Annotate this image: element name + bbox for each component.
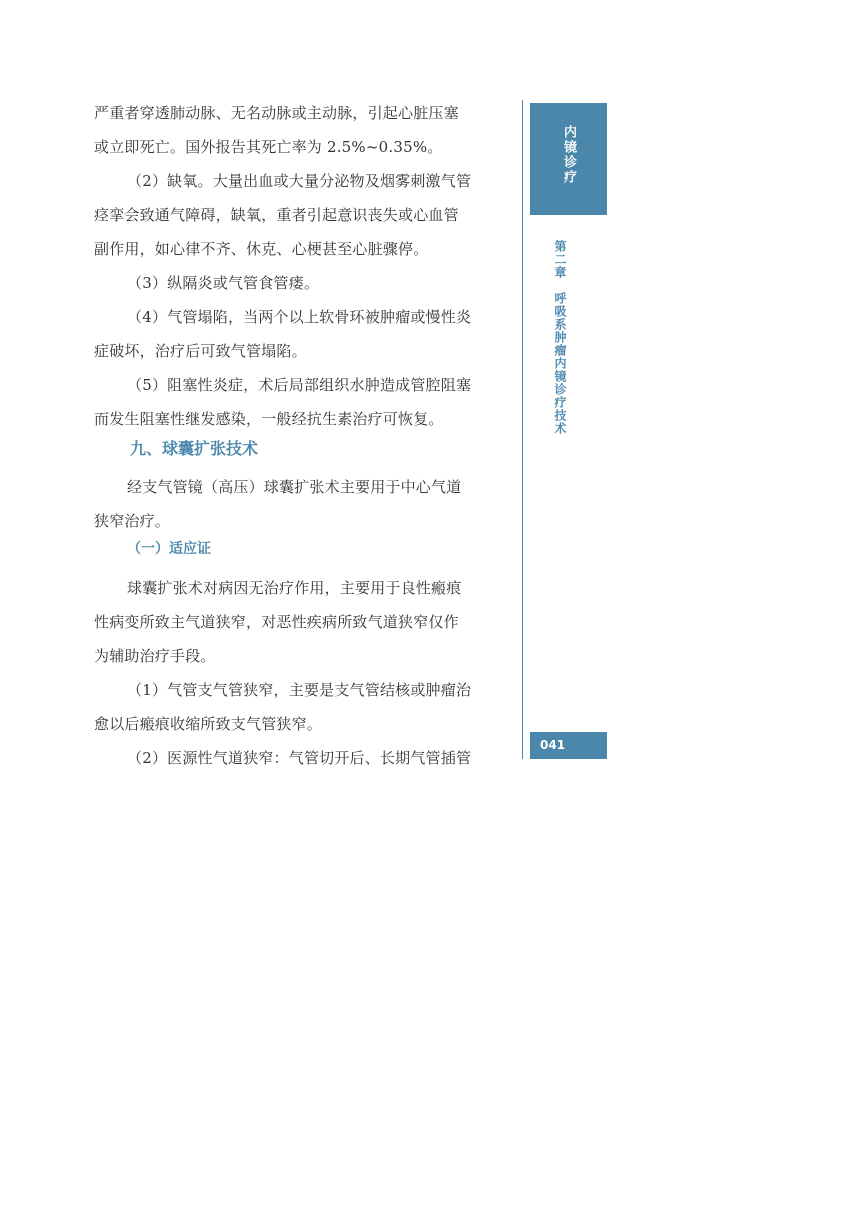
indication-line: 愈以后瘢痕收缩所致支气管狭窄。 [94, 715, 323, 733]
intro-line: 经支气管镜（高压）球囊扩张术主要用于中心气道 [127, 478, 462, 496]
sub-heading: （一）适应证 [127, 541, 211, 557]
section-heading: 九、球囊扩张技术 [130, 439, 259, 458]
chapter-label: 第二章 呼吸系肿瘤内镜诊疗技术 [553, 240, 567, 435]
body-line: （4）气管塌陷，当两个以上软骨环被肿瘤或慢性炎 [127, 308, 472, 326]
body-line: （2）缺氧。大量出血或大量分泌物及烟雾刺激气管 [127, 172, 472, 190]
margin-divider [522, 100, 523, 759]
body-line: 痉挛会致通气障碍，缺氧，重者引起意识丧失或心血管 [94, 206, 459, 224]
body-line: 严重者穿透肺动脉、无名动脉或主动脉，引起心脏压塞 [94, 104, 459, 122]
body-line: （3）纵隔炎或气管食管瘘。 [127, 274, 320, 292]
indication-line: （1）气管支气管狭窄，主要是支气管结核或肿瘤治 [127, 681, 472, 699]
section-tab-label: 内镜诊疗 [561, 125, 576, 185]
indication-line: 球囊扩张术对病因无治疗作用，主要用于良性瘢痕 [127, 579, 462, 597]
indication-line: 为辅助治疗手段。 [94, 647, 216, 665]
intro-line: 狭窄治疗。 [94, 512, 171, 530]
body-line: 而发生阻塞性继发感染，一般经抗生素治疗可恢复。 [94, 410, 444, 428]
body-line: 或立即死亡。国外报告其死亡率为 2.5%~0.35%。 [94, 138, 443, 156]
body-line: 副作用，如心律不齐、休克、心梗甚至心脏骤停。 [94, 240, 429, 258]
page-number: 041 [530, 732, 607, 759]
indication-line: 性病变所致主气道狭窄，对恶性疾病所致气道狭窄仅作 [94, 613, 459, 631]
body-line: （5）阻塞性炎症，术后局部组织水肿造成管腔阻塞 [127, 376, 472, 394]
indication-line: （2）医源性气道狭窄：气管切开后、长期气管插管 [127, 749, 472, 767]
section-tab [530, 103, 607, 215]
body-line: 症破坏，治疗后可致气管塌陷。 [94, 342, 307, 360]
